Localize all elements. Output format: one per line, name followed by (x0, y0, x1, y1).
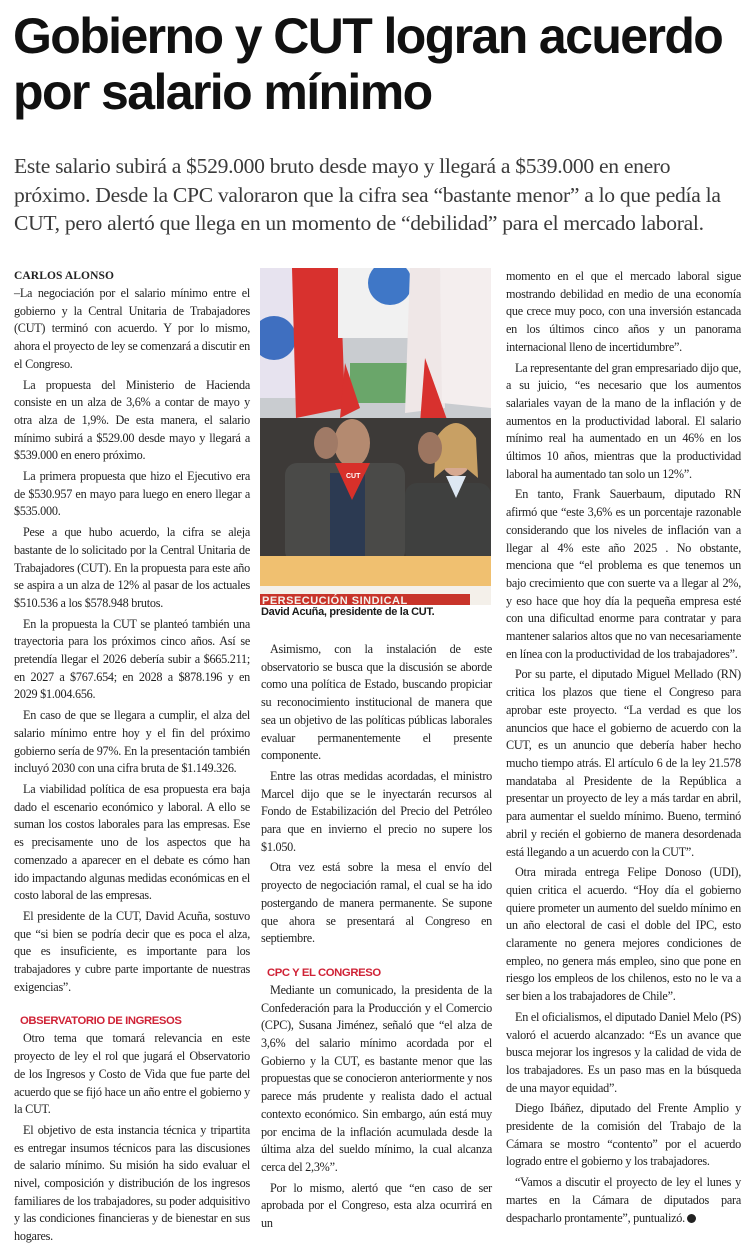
paragraph: Por lo mismo, alertó que “en caso de ser aprobada por el Congreso, esta alza ocurrirá en un (261, 1180, 492, 1231)
paragraph: Entre las otras medidas acordadas, el ministro Marcel dijo que se le inyectarán recursos al Fondo de Estabilización del Precio del Petróleo para que en invierno el precio no supere los $1.050. (261, 768, 492, 854)
paragraph: La representante del gran empresariado dijo que, a su juicio, “es necesario que los aumentos salariales vayan de la mano de la inflación y de aumentos en la productividad laboral. El salario mínimo real ha aumentado en un 46% en los últimos 10 años, mientras que la productividad laboral ha aumentado tan solo un 12%”. (506, 360, 741, 481)
deck: Este salario subirá a $529.000 bruto desde mayo y llegará a $539.000 en enero próximo. Desde la CPC valoraron que la cifra sea “bastante menor” a lo que pedía la CUT, pero alertó que llega en un momento de “debilidad” para el mercado laboral. (14, 154, 721, 236)
scarf-text: CUT (346, 473, 361, 480)
paragraph: –La negociación por el salario mínimo entre el gobierno y la Central Unitaria de Trabajadores (CUT) terminó con acuerdo. Y por lo mismo, ahora el proyecto de ley se comenzará a discutir en el Congreso. (14, 286, 250, 371)
paragraph: La propuesta del Ministerio de Hacienda consiste en un alza de 3,6% a contar de mayo y otra alza de 1,9%. De esta manera, el salario mínimo subirá a $529.00 desde mayo y llegará a $539.000 en enero próximo. (14, 377, 250, 463)
paragraph: En la propuesta la CUT se planteó también una trayectoria para los próximos cinco años. Así se pretendía llegar el 2026 debería subir a $665.211; en 2027 a $767.654; en 2028 a $878.196 y en 2029 $1.004.656. (14, 616, 250, 702)
paragraph: La primera propuesta que hizo el Ejecutivo era de $530.957 en mayo para luego en enero llegar a $535.000. (14, 469, 250, 519)
end-of-article-icon (687, 1214, 696, 1223)
paragraph: momento en el que el mercado laboral sigue mostrando debilidad en medio de una economía que crece muy poco, con una inversión estancada en los últimos cinco años y un panorama internacional lleno de incertidumbre”. (506, 269, 741, 354)
paragraph: Otra vez está sobre la mesa el envío del proyecto de negociación ramal, el cual se ha ido postergando de manera permanente. Se supone que ahora se presentará al Congreso en septiembre. (261, 860, 492, 946)
banner-text: PERSECUCIÓN SINDICAL (262, 595, 408, 605)
paragraph: En tanto, Frank Sauerbaum, diputado RN afirmó que “este 3,6% es un porcentaje razonable considerando que los niveles de inflación van a llegar al 4% este año 2025 . No obstante, menciona que “el problema es que tenemos un bajo crecimiento que con suerte va a llegar al 2%, y eso hace que hoy día la pequeña empresa esté con una dificultad enorme para contratar y para mantener salarios altos que no van necesariamente en línea con la productividad de los trabajadores”. (506, 487, 741, 661)
photo-caption: David Acuña, presidente de la CUT. (261, 606, 435, 618)
paragraph-text: “Vamos a discutir el proyecto de ley el lunes y martes en la Cámara de diputados para despacharlo prontamente”, puntualizó. (506, 1175, 741, 1225)
paragraph: Asimismo, con la instalación de este observatorio se busca que la discusión se aborde como una política de Estado, buscando propiciar su reconocimiento institucional de manera que sea un objetivo de las políticas públicas laborales evaluar permanentemente el presente componente. (261, 642, 492, 763)
paragraph-last (506, 1174, 741, 1227)
paragraph: La viabilidad política de esa propuesta era baja dado el escenario económico y laboral. A ello se suman los costos laborales para las empresas. Ese es precisamente uno de los aspectos que ha comenzado a aparecer en el debate es cómo han ido impactando algunas medidas económicas en el costo laboral de las empresas. (14, 781, 250, 903)
paragraph: En el oficialismos, el diputado Daniel Melo (PS) valoró el acuerdo alcanzado: “Es un avance que busca mejorar los ingresos y la calidad de vida de los trabajadores. Es un paso mas en la búsqueda de una mayor equidad”. (506, 1009, 741, 1095)
paragraph: Otra mirada entrega Felipe Donoso (UDI), quien critica el acuerdo. “Hoy día el gobierno quiere prometer un aumento del sueldo mínimo en un año electoral de casi el doble del IPC, esto claramente no genera mejores condiciones de empleo, no genera más empleo, sino que pone en riesgo los empleos de los chilenos, esto no le va a ser bien a los trabajadores de Chile”. (506, 865, 741, 1004)
article-column-2 (261, 641, 492, 1236)
paragraph: Mediante un comunicado, la presidenta de la Confederación para la Producción y el Comercio (CPC), Susana Jiménez, señaló que “el alza de 3,6% del salario mínimo acordada por el Gobierno y la CUT, es bastante menor que las propuestas que se conocieron anteriormente y nos parece más prudente y realista dado el actual contexto económico. Sin embargo, aún está muy por encima de la inflación acumulada desde la última alza del sueldo mínimo, la cual alcanza cerca del 2,3%”. (261, 982, 492, 1174)
byline: CARLOS ALONSO (14, 270, 115, 282)
article-column-3 (506, 268, 741, 1230)
article-column-1 (14, 268, 250, 1249)
paragraph: Otro tema que tomará relevancia en este proyecto de ley el rol que jugará el Observatorio de los Ingresos y Costo de Vida que fue parte del acuerdo que se fijó hace un año entre el gobierno y la CUT. (14, 1031, 250, 1117)
paragraph: Pese a que hubo acuerdo, la cifra se aleja bastante de lo solicitado por la Central Unitaria de Trabajadores (CUT). En la propuesta para este año se aspira a un alza de 12% al pasar de los actuales $510.536 a los $578.948 brutos. (14, 525, 250, 610)
news-photo (260, 268, 491, 605)
protest-photo-illustration (260, 268, 491, 605)
headline: Gobierno y CUT logran acuerdo por salario mínimo (13, 8, 723, 120)
subhead-observatorio: OBSERVATORIO DE INGRESOS (20, 1015, 182, 1028)
paragraph: Diego Ibáñez, diputado del Frente Amplio y presidente de la comisión del Trabajo de la Cámara se mostro “contento” por el acuerdo logrado entre el gobierno y los trabajadores. (506, 1101, 741, 1169)
paragraph: En caso de que se llegara a cumplir, el alza del salario mínimo entre hoy y el fin del próximo gobierno sería de 97%. En la presentación también incluyó 2030 con una cifra bruta de $1.149.326. (14, 708, 250, 776)
subhead-cpc: CPC Y EL CONGRESO (267, 966, 381, 979)
paragraph: Por su parte, el diputado Miguel Mellado (RN) critica los plazos que tiene el Congreso para aprobar este proyecto. “La verdad es que los anuncios que hace el gobierno de acuerdo con la CUT, es un anuncio que debería haber hecho mucho tiempo atrás. El artículo 6 de la ley 21.578 mandataba al Presidente de la República a presentar un proyecto de ley a más tardar en abril, para aumentar el sueldo mínimo. Bueno, terminó abril y recién el gobierno de manera desordenada está llegando a un acuerdo con la CUT”. (506, 667, 741, 859)
paragraph: El objetivo de esta instancia técnica y tripartita es entregar insumos técnicos para las discusiones de salario mínimo. Su misión ha sido evaluar el nivel, composición y distribución de los ingresos familiares de los trabajadores, su poder adquisitivo y las condiciones financieras y de bienestar en sus hogares. (14, 1122, 250, 1244)
paragraph: El presidente de la CUT, David Acuña, sostuvo que “si bien se podría decir que es poca el alza, que es insuficiente, es importante para los trabajadores y cubre parte importante de nuestras exigencias”. (14, 908, 250, 994)
